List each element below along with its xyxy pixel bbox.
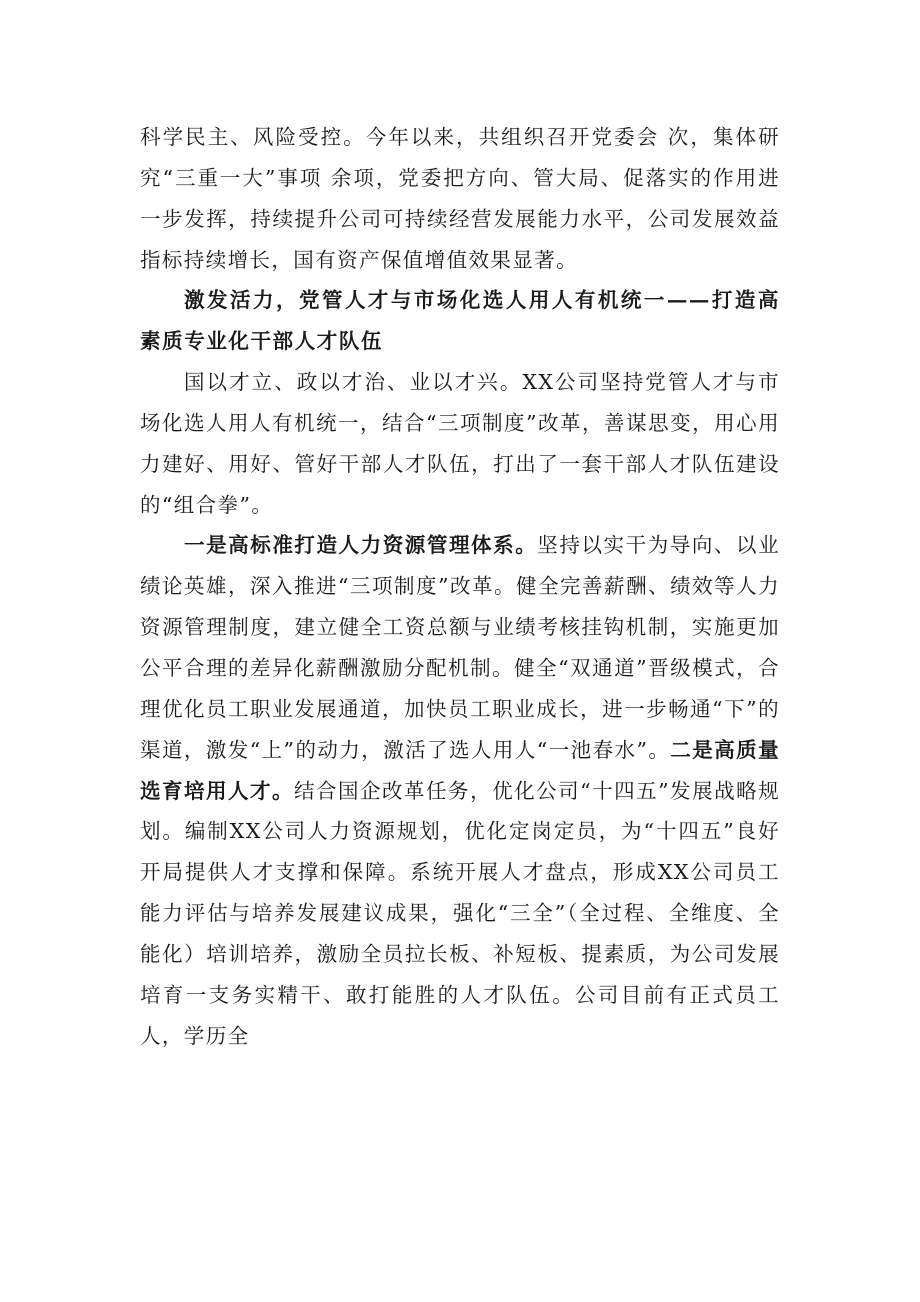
- measure-one-title: 一是高标准打造人力资源管理体系。: [184, 533, 538, 558]
- document-body: [140, 117, 780, 1056]
- measure-two-text: 结合国企改革任务，优化公司“十四五”发展战略规划。编制XX公司人力资源规划，优化定岗定员，为“十四五”良好开局提供人才支撑和保障。系统开展人才盘点，形成XX公司员工能力评估与培养发展建议成果，强化“三全”（全过程、全维度、全能化）培训培养，激励全员拉长板、补短板、提素质，为公司发展培育一支务实精干、敢打能胜的人才队伍。公司目前有正式员工 人，学历全: [140, 778, 780, 1048]
- paragraph-talent-intro: 国以才立、政以才治、业以才兴。XX公司坚持党管人才与市场化选人用人有机统一，结合“三项制度”改革，善谋思变，用心用力建好、用好、管好干部人才队伍，打出了一套干部人才队伍建设的“组合拳”。: [140, 370, 780, 517]
- section-heading: 激发活力，党管人才与市场化选人用人有机统一——打造高素质专业化干部人才队伍: [140, 288, 780, 354]
- measure-two-title: 二是高质量选育培用人才。: [140, 737, 780, 803]
- measure-one-text: 坚持以实干为导向、以业绩论英雄，深入推进“三项制度”改革。健全完善薪酬、绩效等人力资源管理制度，建立健全工资总额与业绩考核挂钩机制，实施更加公平合理的差异化薪酬激励分配机制。健全“双通道”晋级模式，合理优化员工职业发展通道，加快员工职业成长，进一步畅通“下”的渠道，激发“上”的动力，激活了选人用人“一池春水”。: [140, 533, 780, 762]
- paragraph-hr-measures: [140, 525, 780, 1056]
- paragraph-party-committee: 科学民主、风险受控。今年以来，共组织召开党委会 次，集体研究“三重一大”事项 余项，党委把方向、管大局、促落实的作用进一步发挥，持续提升公司可持续经营发展能力水平，公司发展效益指标持续增长，国有资产保值增值效果显著。: [140, 125, 780, 272]
